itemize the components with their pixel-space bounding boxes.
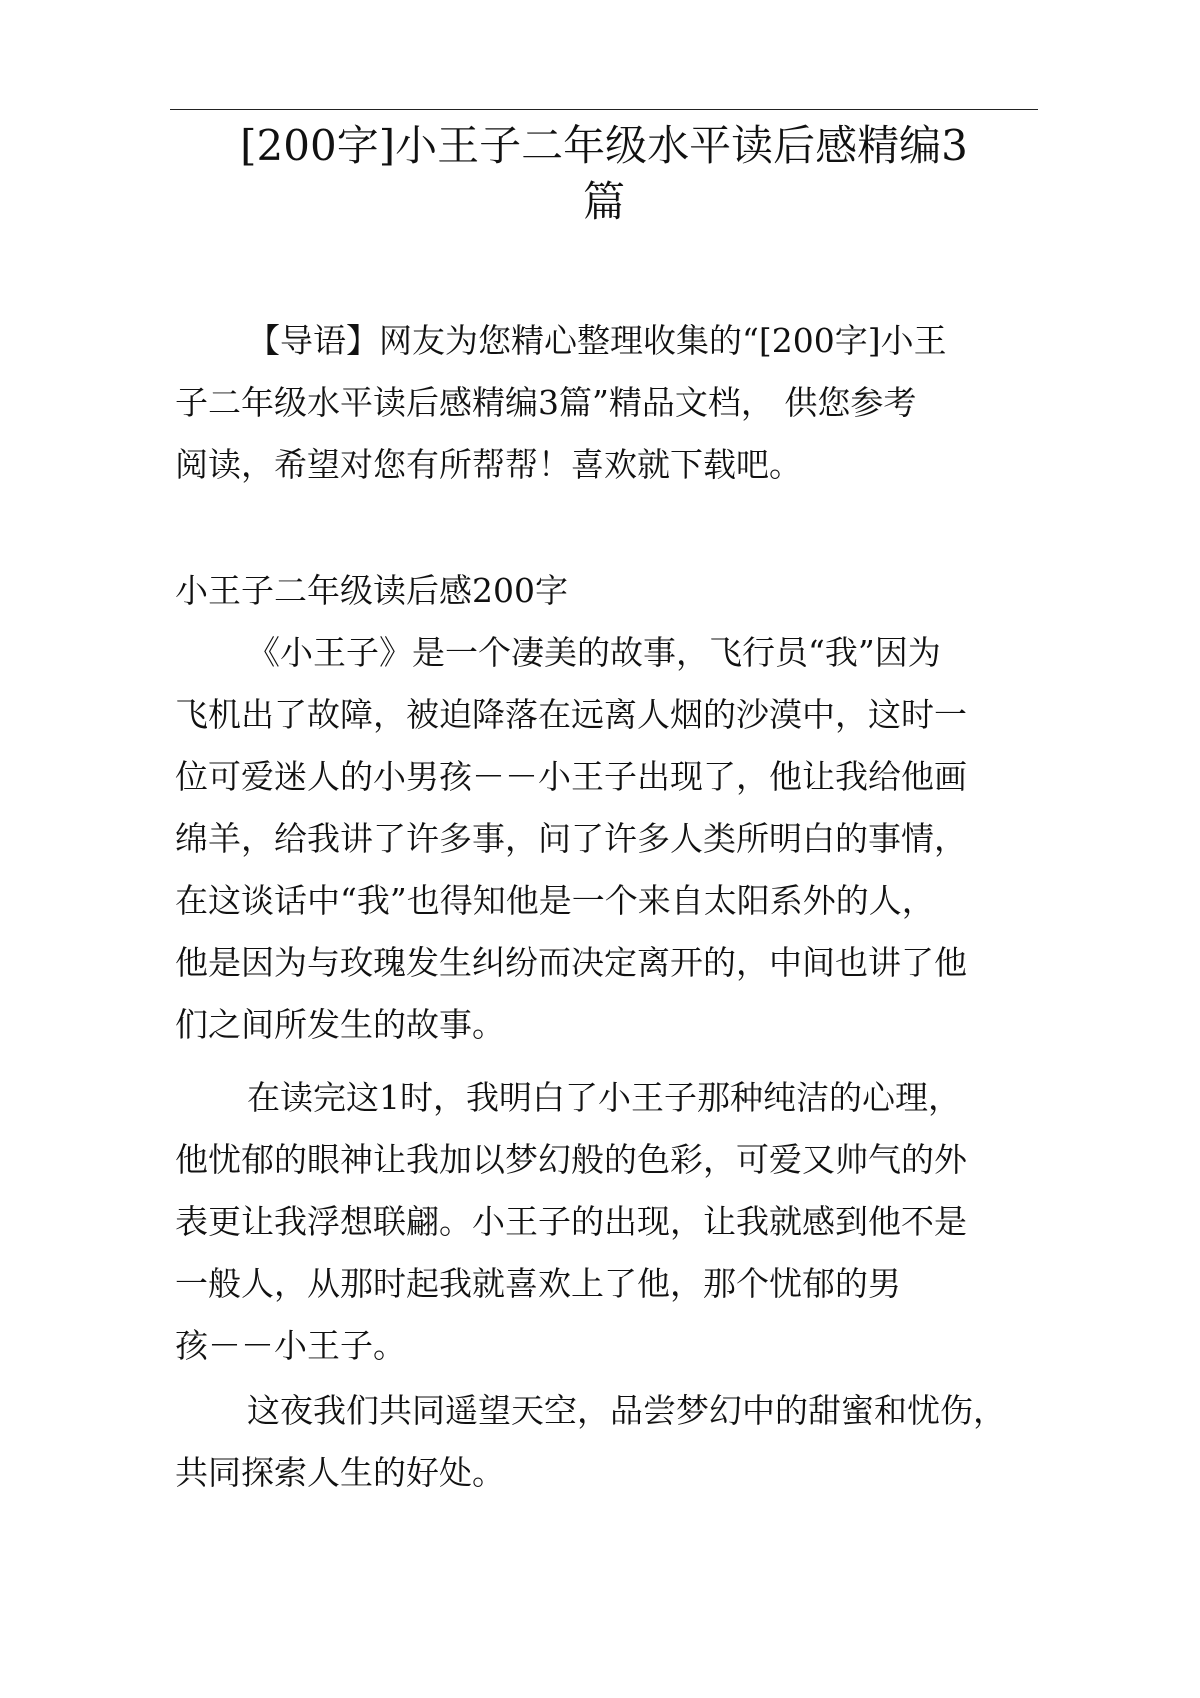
intro-line-2: 子二年级水平读后感精编3篇”精品文档， 供您参考 <box>175 383 917 422</box>
intro-line-3: 阅读，希望对您有所帮帮！喜欢就下载吧。 <box>175 445 802 484</box>
paragraph-1-line-2: 飞机出了故障，被迫降落在远离人烟的沙漠中，这时一 <box>175 695 967 734</box>
title-line-2: 篇 <box>582 177 625 226</box>
header-rule <box>170 109 1038 110</box>
paragraph-2-line-4: 一般人，从那时起我就喜欢上了他，那个忧郁的男 <box>175 1264 901 1303</box>
section-heading <box>175 560 568 622</box>
paragraph-2-line-2: 他忧郁的眼神让我加以梦幻般的色彩，可爱又帅气的外 <box>175 1140 967 1179</box>
paragraph-3 <box>175 1380 1006 1504</box>
paragraph-1-line-4: 绵羊，给我讲了许多事，问了许多人类所明白的事情， <box>175 819 967 858</box>
intro-paragraph <box>175 310 947 496</box>
document-title <box>170 118 1038 230</box>
paragraph-2-line-5: 孩－－小王子。 <box>175 1326 406 1365</box>
section-heading-text: 小王子二年级读后感200字 <box>175 571 568 610</box>
paragraph-2-line-1: 在读完这1时，我明白了小王子那种纯洁的心理， <box>247 1078 961 1117</box>
paragraph-2-line-3: 表更让我浮想联翩。小王子的出现，让我就感到他不是 <box>175 1202 967 1241</box>
paragraph-3-line-2: 共同探索人生的好处。 <box>175 1453 505 1492</box>
paragraph-1-line-5: 在这谈话中“我”也得知他是一个来自太阳系外的人， <box>175 881 935 920</box>
paragraph-1-line-3: 位可爱迷人的小男孩－－小王子出现了，他让我给他画 <box>175 757 967 796</box>
paragraph-1 <box>175 622 967 1056</box>
paragraph-2 <box>175 1067 967 1377</box>
paragraph-3-line-1: 这夜我们共同遥望天空，品尝梦幻中的甜蜜和忧伤， <box>247 1391 1006 1430</box>
title-line-1: [200字]小王子二年级水平读后感精编3 <box>240 121 968 170</box>
paragraph-1-line-6: 他是因为与玫瑰发生纠纷而决定离开的，中间也讲了他 <box>175 943 967 982</box>
paragraph-1-line-7: 们之间所发生的故事。 <box>175 1005 505 1044</box>
intro-line-1: 【导语】网友为您精心整理收集的“[200字]小王 <box>247 321 947 360</box>
paragraph-1-line-1: 《小王子》是一个凄美的故事，飞行员“我”因为 <box>247 633 941 672</box>
